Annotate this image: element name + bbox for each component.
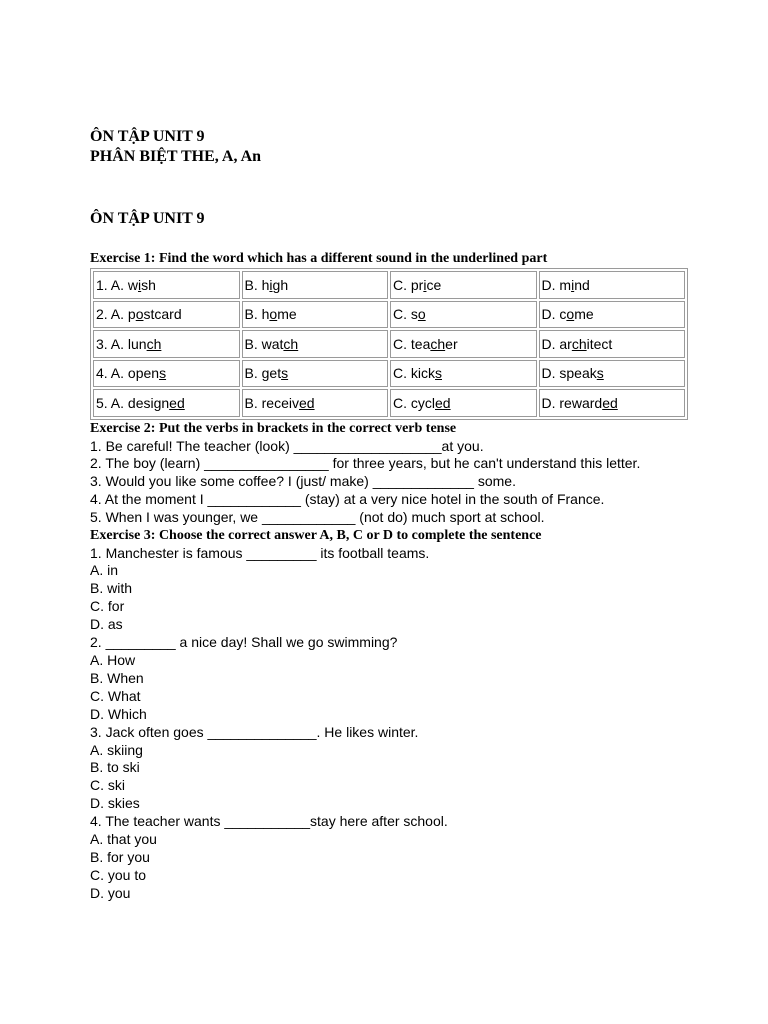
exercise1-heading: Exercise 1: Find the word which has a different sound in the underlined part [90,251,548,266]
cell-text: 4. A. open [96,365,160,382]
table-cell [539,360,686,388]
cell-text: nd [574,276,590,293]
exercise2-heading: Exercise 2: Put the verbs in brackets in the correct verb tense [90,421,457,436]
table-cell [390,271,537,299]
table-cell [242,360,389,388]
underlined-part: o [269,306,278,323]
answer-option: A. in [90,562,119,579]
underlined-part: s [596,365,604,382]
document-header [90,127,261,167]
cell-text: me [574,306,594,323]
answer-option: C. for [90,598,125,615]
ex2-question-2: 2. The boy (learn) ________________ for three years, but he can't understand this letter. [90,455,641,472]
cell-text: 2. A. p [96,306,136,323]
exercise-content [90,420,678,903]
cell-text: C. s [393,306,418,323]
ex2-question-3: 3. Would you like some coffee? I (just/ make) _____________ some. [90,473,516,490]
underlined-part: o [417,306,426,323]
underlined-part: o [135,306,144,323]
underlined-part: s [281,365,289,382]
table-cell [539,301,686,329]
table-cell [390,360,537,388]
table-cell [93,330,240,358]
answer-option: A. that you [90,831,157,848]
cell-text: B. get [244,365,282,382]
underlined-part: i [269,276,273,293]
ex2-question-1: 1. Be careful! The teacher (look) ___________________at you. [90,437,484,454]
ex3-question: 3. Jack often goes ______________. He likes winter. [90,723,419,740]
cell-text: 1. A. w [96,276,139,293]
answer-option: C. What [90,687,141,704]
table-cell [93,301,240,329]
cell-text: stcard [143,306,182,323]
cell-text: itect [586,335,613,352]
cell-text: B. wat [244,335,284,352]
table-cell [539,271,686,299]
table-cell [390,330,537,358]
ex3-question: 4. The teacher wants ___________stay here after school. [90,813,448,830]
underlined-part: ch [146,335,162,352]
table-cell [242,389,389,417]
cell-text: 3. A. lun [96,335,147,352]
cell-text: D. reward [541,394,603,411]
answer-option: C. ski [90,777,125,794]
answer-option: D. Which [90,705,147,722]
underlined-part: ch [571,335,587,352]
exercise3-questions [90,545,678,903]
table-cell [93,389,240,417]
cell-text: C. cycl [393,394,435,411]
cell-text: er [445,335,458,352]
table-cell [93,360,240,388]
table-row [93,271,685,299]
underlined-part: o [566,306,575,323]
table-cell [93,271,240,299]
underlined-part: ed [298,394,315,411]
cell-text: B. h [244,306,270,323]
underlined-part: i [571,276,575,293]
underlined-part: ed [435,394,451,411]
answer-option: A. skiing [90,741,143,758]
underlined-part: s [159,365,167,382]
underlined-part: i [138,276,142,293]
answer-option: C. you to [90,866,147,883]
cell-text: C. kick [393,365,435,382]
cell-text: C. pr [393,276,424,293]
table-cell [242,301,389,329]
answer-option: D. as [90,616,123,633]
answer-option: D. skies [90,795,140,812]
exercise3-heading: Exercise 3: Choose the correct answer A, B, C or D to complete the sentence [90,528,542,544]
table-cell [390,389,537,417]
ex2-question-5: 5. When I was younger, we ____________ (not do) much sport at school. [90,509,545,526]
cell-text: ce [426,276,442,293]
section-title: ÔN TẬP UNIT 9 [90,210,205,227]
document-title: ÔN TẬP UNIT 9 [90,128,205,145]
exercise1-table [90,268,688,420]
underlined-part: s [435,365,442,382]
table-row [93,360,685,388]
table-row [93,389,685,417]
cell-text: gh [272,276,289,293]
answer-option: A. How [90,651,136,668]
cell-text: C. tea [393,335,431,352]
ex2-question-4: 4. At the moment I ____________ (stay) at a very nice hotel in the south of France. [90,491,605,508]
underlined-part: ed [602,394,618,411]
table-cell [390,301,537,329]
cell-text: 5. A. design [96,394,170,411]
table-cell [242,330,389,358]
ex3-question: 1. Manchester is famous _________ its football teams. [90,544,430,561]
underlined-part: i [423,276,427,293]
answer-option: B. for you [90,848,150,865]
underlined-part: ch [283,335,299,352]
table-cell [242,271,389,299]
table-row [93,301,685,329]
underlined-part: ch [430,335,446,352]
cell-text: D. ar [541,335,572,352]
cell-text: B. h [244,276,270,293]
table-row [93,330,685,358]
cell-text: me [277,306,297,323]
ex3-question: 2. _________ a nice day! Shall we go swimming? [90,634,398,651]
answer-option: B. to ski [90,759,140,776]
answer-option: B. with [90,580,133,597]
answer-option: D. you [90,884,131,901]
cell-text: sh [141,276,156,293]
document-subtitle: PHÂN BIỆT THE, A, An [90,148,262,165]
cell-text: B. receiv [244,394,299,411]
answer-option: B. When [90,669,144,686]
table-cell [539,389,686,417]
cell-text: D. c [541,306,567,323]
underlined-part: ed [169,394,185,411]
cell-text: D. m [541,276,572,293]
cell-text: D. speak [541,365,597,382]
table-cell [539,330,686,358]
